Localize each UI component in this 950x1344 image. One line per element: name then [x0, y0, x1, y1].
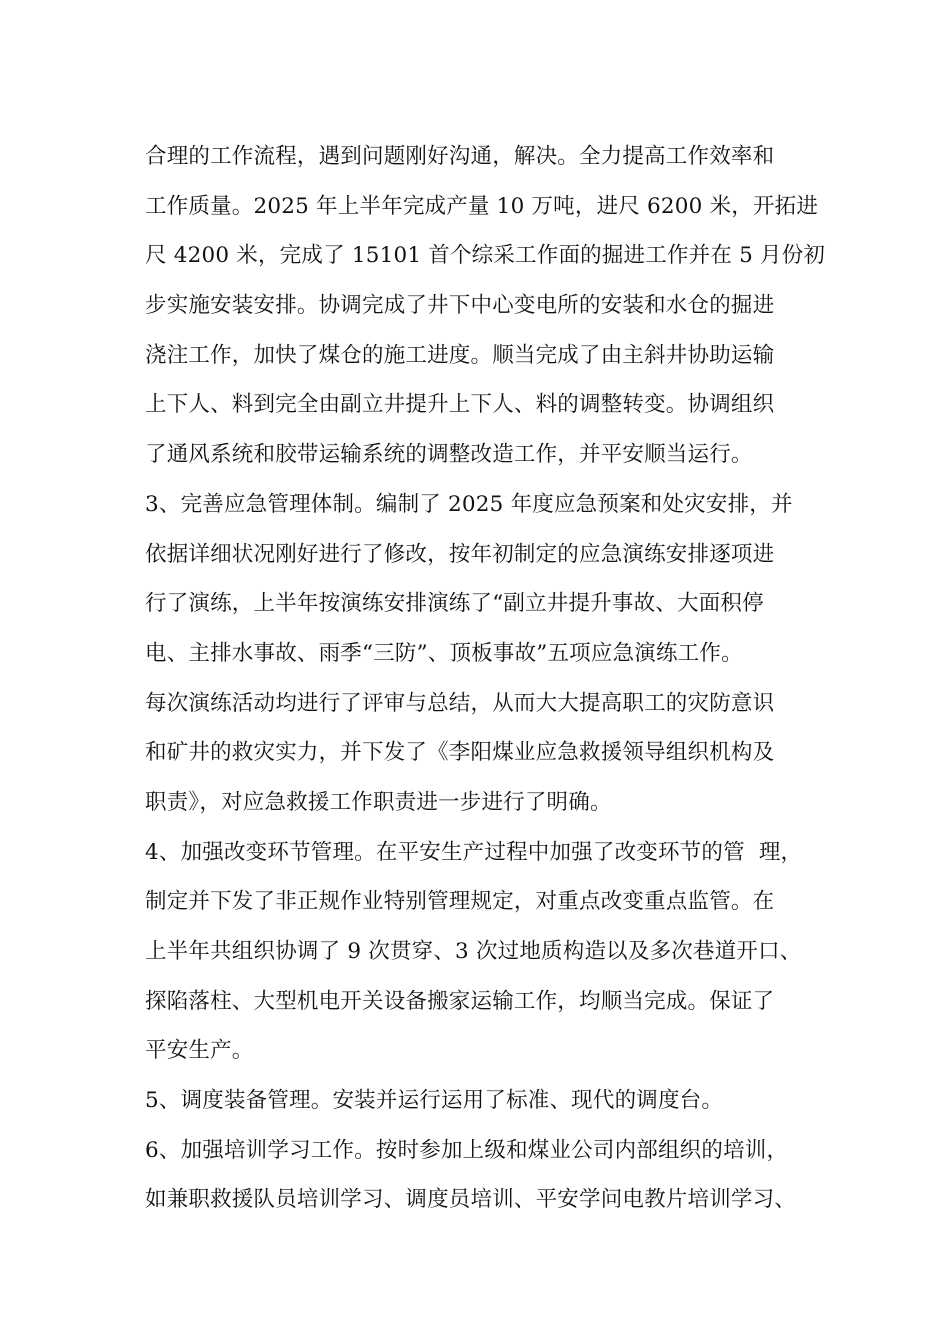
- text-line: 浇注工作，加快了煤仓的施工进度。顺当完成了由主斜井协助运输: [145, 342, 775, 368]
- text-line: 电、主排水事故、雨季“三防”、顶板事故”五项应急演练工作。: [145, 640, 743, 666]
- text-line: 6、加强培训学习工作。按时参加上级和煤业公司内部组织的培训，: [145, 1137, 789, 1163]
- text-line: 了通风系统和胶带运输系统的调整改造工作，并平安顺当运行。: [145, 442, 753, 468]
- text-line: 职责》，对应急救援工作职责进一步进行了明确。: [145, 789, 612, 815]
- text-line: 行了演练，上半年按演练安排演练了“副立井提升事故、大面积停: [145, 591, 764, 617]
- text-line: 和矿井的救灾实力，并下发了《李阳煤业应急救援领导组织机构及: [145, 740, 775, 766]
- text-line: 合理的工作流程，遇到问题刚好沟通，解决。全力提高工作效率和: [145, 144, 775, 169]
- text-line: 工作质量。2025 年上半年完成产量 10 万吨，进尺 6200 米，开拓进: [145, 193, 819, 219]
- text-line: 3、完善应急管理体制。编制了 2025 年度应急预案和处灾安排，并: [145, 491, 793, 517]
- text-line: 尺 4200 米，完成了 15101 首个综采工作面的掘进工作并在 5 月份初: [145, 243, 826, 269]
- text-line: 每次演练活动均进行了评审与总结，从而大大提高职工的灾防意识: [145, 690, 775, 716]
- text-line: 上下人、料到完全由副立井提升上下人、料的调整转变。协调组织: [145, 392, 775, 418]
- text-line: 依据详细状况刚好进行了修改，按年初制定的应急演练安排逐项进: [145, 541, 775, 567]
- text-line: 探陷落柱、大型机电开关设备搬家运输工作，均顺当完成。保证了: [145, 988, 775, 1014]
- document-body: [145, 132, 825, 1225]
- text-line: 如兼职救援队员培训学习、调度员培训、平安学问电教片培训学习、: [145, 1187, 797, 1213]
- text-line: 平安生产。: [145, 1038, 254, 1064]
- text-line: 4、加强改变环节管理。在平安生产过程中加强了改变环节的管 理，: [145, 839, 803, 865]
- text-line: 上半年共组织协调了 9 次贯穿、3 次过地质构造以及多次巷道开口、: [145, 939, 802, 964]
- text-line: 5、调度装备管理。安装并运行运用了标准、现代的调度台。: [145, 1088, 724, 1114]
- text-line: 步实施安装安排。协调完成了井下中心变电所的安装和水仓的掘进: [145, 293, 775, 319]
- text-line: 制定并下发了非正规作业特别管理规定，对重点改变重点监管。在: [145, 889, 775, 915]
